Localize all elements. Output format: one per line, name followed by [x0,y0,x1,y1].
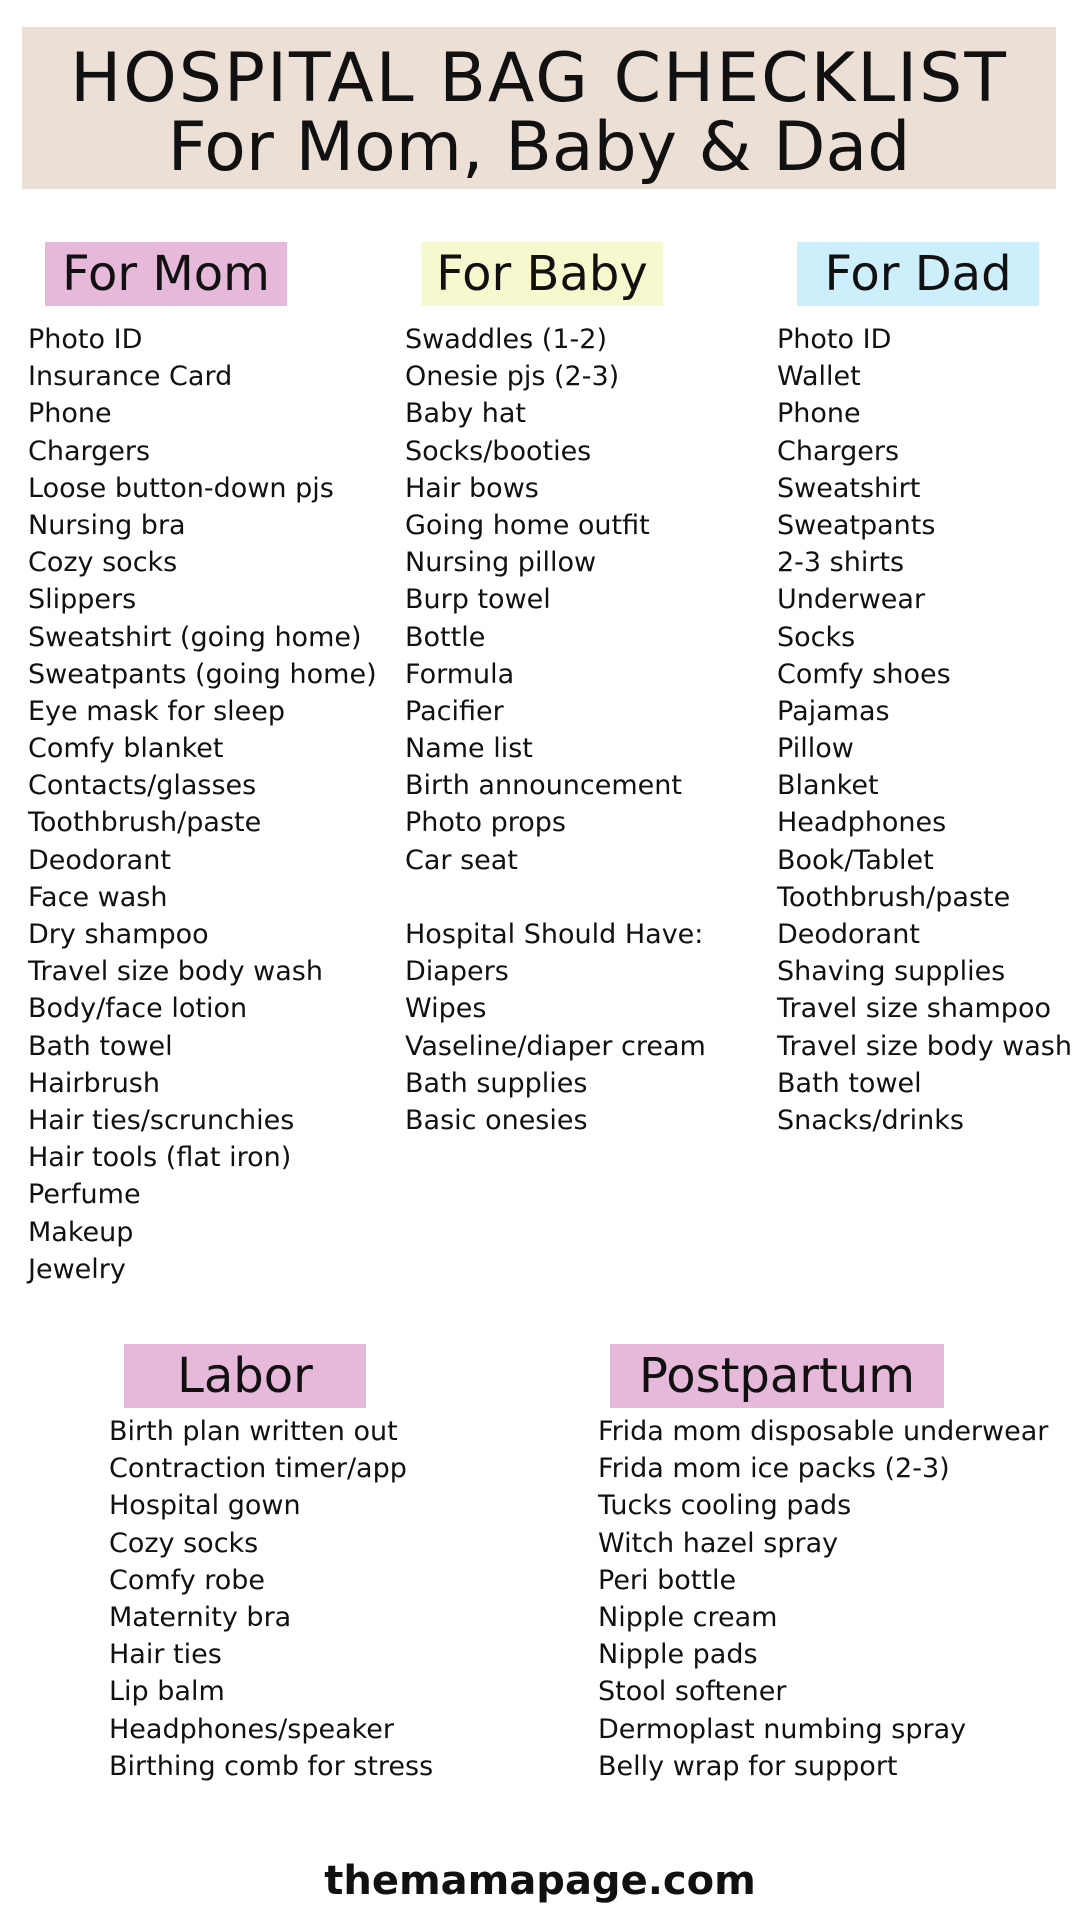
checklist-item: Dermoplast numbing spray [598,1713,967,1745]
checklist-item: Nipple cream [598,1601,778,1633]
checklist-item: Toothbrush/paste [777,881,1011,913]
hospital-should-have-heading: Hospital Should Have: [405,919,704,950]
checklist-item: Sweatpants (going home) [28,658,377,690]
title-banner [22,27,1056,189]
checklist-item: Phone [777,398,861,430]
checklist-item: Nipple pads [598,1639,758,1671]
checklist-item: Birth announcement [405,770,682,802]
checklist-item: Comfy robe [109,1564,266,1596]
checklist-item: Pajamas [777,695,890,727]
checklist-item: Sweatpants [777,509,936,541]
checklist-item: Basic onesies [405,1104,588,1136]
checklist-item: Socks [777,621,856,653]
checklist-item: Nursing bra [28,509,186,541]
checklist-item: Going home outfit [405,509,650,541]
checklist-item: Perfume [28,1179,141,1211]
footer-website: themamapage.com [324,1858,756,1904]
checklist-item: Stool softener [598,1676,787,1708]
checklist-item: Tucks cooling pads [598,1490,852,1522]
checklist-item: Travel size body wash [777,1030,1072,1062]
checklist-item: Pillow [777,733,854,765]
checklist-item: Pacifier [405,695,504,727]
checklist-item: Contacts/glasses [28,770,257,802]
checklist-item: Body/face lotion [28,993,248,1025]
spacer [405,879,706,916]
checklist-item: Phone [28,398,112,430]
checklist-item: Blanket [777,770,879,802]
heading-labor: Labor [124,1344,366,1408]
checklist-item: Headphones/speaker [109,1713,395,1745]
heading-postpartum: Postpartum [610,1344,944,1408]
checklist-item: Birth plan written out [109,1416,398,1447]
checklist-item: Hair ties [109,1639,222,1671]
checklist-item: Travel size shampoo [777,993,1051,1025]
dad-checklist [777,321,1072,1139]
checklist-item: Comfy shoes [777,658,951,690]
heading-for-mom: For Mom [45,242,287,306]
checklist-item: Wallet [777,361,861,393]
checklist-item: Frida mom ice packs (2-3) [598,1453,950,1485]
checklist-item: Jewelry [28,1253,126,1285]
baby-checklist [405,321,706,879]
heading-for-dad: For Dad [797,242,1039,306]
checklist-item: Bath towel [28,1030,173,1062]
checklist-item: Cozy socks [109,1527,259,1559]
checklist-item: Hair bows [405,472,539,504]
checklist-item: Snacks/drinks [777,1104,964,1136]
checklist-item: Onesie pjs (2-3) [405,361,620,393]
checklist-item: Hair tools (flat iron) [28,1142,292,1174]
postpartum-checklist [598,1413,1048,1785]
checklist-item: Car seat [405,844,518,876]
checklist-item: Photo props [405,807,566,839]
baby-checklist-wrapper [405,321,706,1139]
checklist-item: Hospital gown [109,1490,301,1522]
checklist-item: 2-3 shirts [777,547,905,579]
checklist-item: Baby hat [405,398,527,430]
checklist-item: Headphones [777,807,947,839]
checklist-item: Belly wrap for support [598,1750,898,1782]
checklist-item: Vaseline/diaper cream [405,1030,706,1062]
checklist-item: Shaving supplies [777,956,1006,988]
checklist-item: Formula [405,658,515,690]
checklist-item: Toothbrush/paste [28,807,262,839]
checklist-item: Deodorant [777,919,920,950]
checklist-item: Hairbrush [28,1067,160,1099]
checklist-item: Comfy blanket [28,733,224,765]
mom-checklist [28,321,377,1288]
checklist-item: Photo ID [777,324,892,355]
checklist-item: Eye mask for sleep [28,695,286,727]
labor-checklist [109,1413,433,1785]
checklist-item: Photo ID [28,324,143,355]
checklist-item: Maternity bra [109,1601,292,1633]
checklist-item: Name list [405,733,533,765]
checklist-item: Lip balm [109,1676,225,1708]
checklist-item: Hair ties/scrunchies [28,1104,295,1136]
checklist-item: Chargers [28,435,151,467]
checklist-item: Swaddles (1-2) [405,324,607,355]
checklist-item: Deodorant [28,844,171,876]
checklist-item: Bath towel [777,1067,922,1099]
checklist-item: Contraction timer/app [109,1453,407,1485]
heading-for-baby: For Baby [421,242,663,306]
checklist-item: Bottle [405,621,486,653]
checklist-item: Cozy socks [28,547,178,579]
checklist-item: Dry shampoo [28,919,209,950]
checklist-item: Chargers [777,435,900,467]
checklist-item: Slippers [28,584,137,616]
checklist-item: Insurance Card [28,361,233,393]
checklist-item: Face wash [28,881,168,913]
checklist-item: Nursing pillow [405,547,597,579]
checklist-item: Sweatshirt [777,472,921,504]
checklist-item: Underwear [777,584,926,616]
checklist-item: Witch hazel spray [598,1527,839,1559]
page-title: HOSPITAL BAG CHECKLIST [70,39,1008,118]
checklist-item: Peri bottle [598,1564,737,1596]
checklist-item: Wipes [405,993,487,1025]
checklist-item: Travel size body wash [28,956,323,988]
checklist-item: Loose button-down pjs [28,472,334,504]
checklist-item: Makeup [28,1216,134,1248]
hospital-checklist [405,953,706,1139]
checklist-item: Burp towel [405,584,551,616]
checklist-item: Diapers [405,956,509,988]
checklist-item: Frida mom disposable underwear [598,1416,1049,1447]
checklist-item: Socks/booties [405,435,592,467]
checklist-item: Birthing comb for stress [109,1750,434,1782]
checklist-item: Bath supplies [405,1067,588,1099]
checklist-item: Book/Tablet [777,844,934,876]
page-subtitle: For Mom, Baby & Dad [167,108,911,187]
checklist-item: Sweatshirt (going home) [28,621,362,653]
